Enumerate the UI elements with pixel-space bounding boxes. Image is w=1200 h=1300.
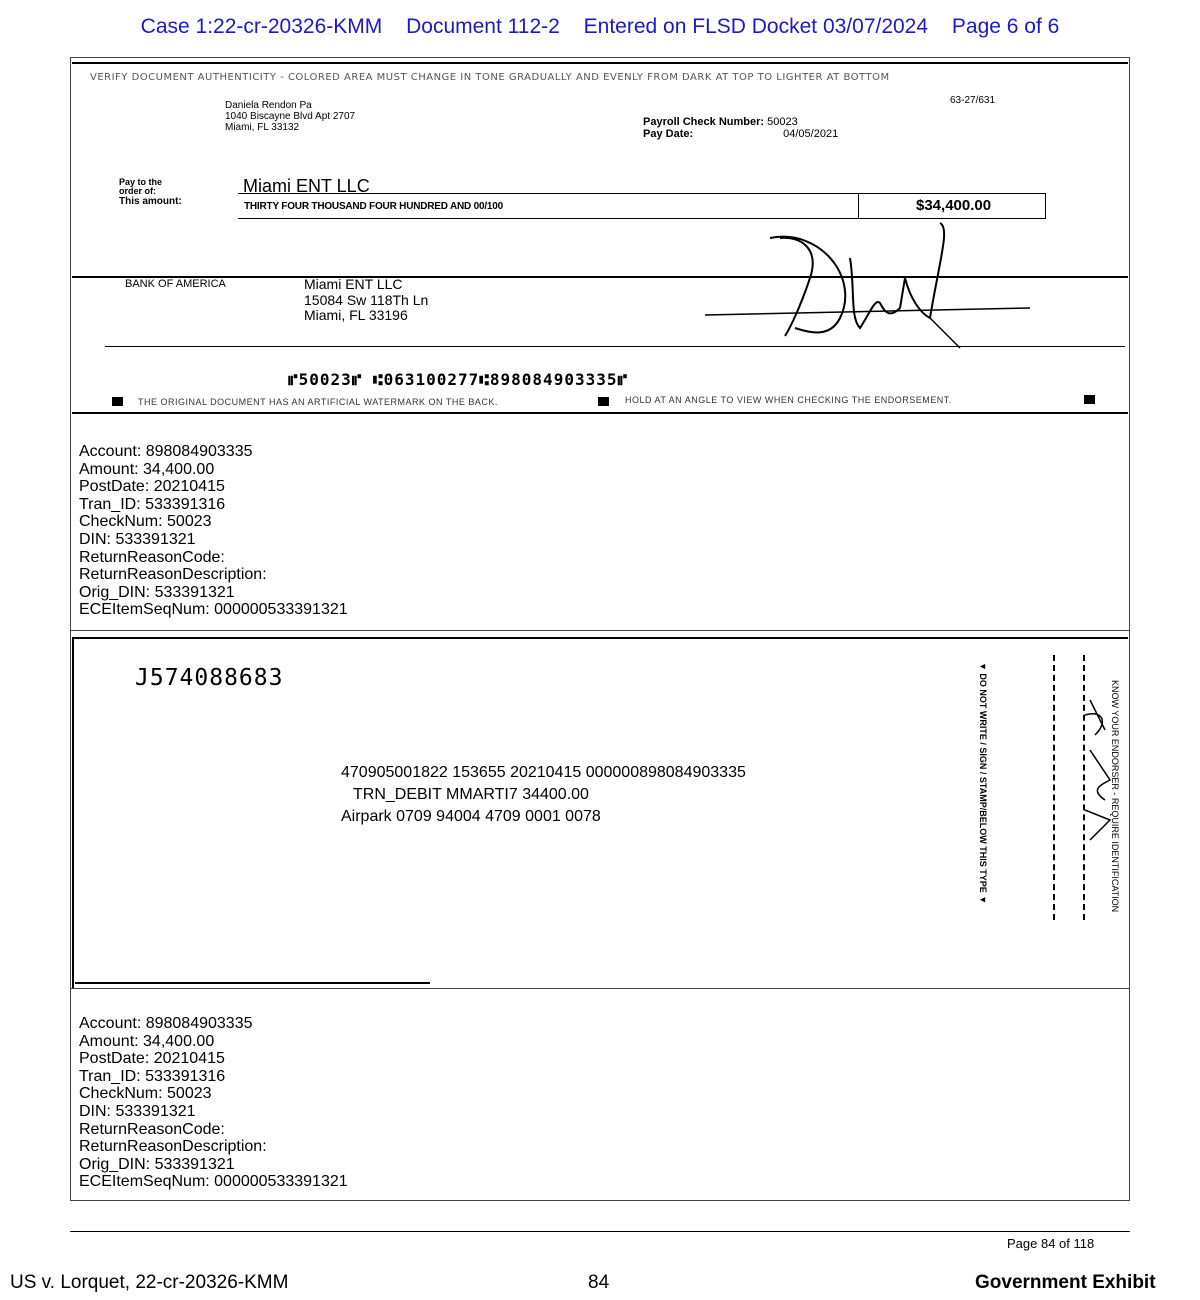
pay-to-label-line1: Pay to the (119, 177, 163, 187)
record-line: ECEItemSeqNum: 000000533391321 (79, 601, 348, 619)
footer-page: 84 (588, 1272, 610, 1293)
section-divider (70, 988, 1130, 989)
micr-line: ⑈50023⑈ ⑆063100277⑆898084903335⑈ (288, 370, 629, 389)
page-number: Page 6 of 6 (951, 15, 1060, 38)
note-marker-right (1084, 395, 1095, 404)
record-line: Orig_DIN: 533391321 (79, 1155, 235, 1173)
payer-address-line2: Miami, FL 33132 (225, 122, 300, 133)
security-banner: VERIFY DOCUMENT AUTHENTICITY - COLORED AREA MUST CHANGE IN TONE GRADUALLY AND EVENLY FROM DARK AT TOP TO LIGHTER AT BOTTOM (90, 72, 890, 83)
payee-address (304, 277, 428, 324)
endorsement-line1: 470905001822 153655 20210415 000000898084903335 (341, 764, 746, 781)
entered-date: Entered on FLSD Docket 03/07/2024 (583, 15, 929, 38)
pay-date: 04/05/2021 (783, 128, 839, 140)
watermark-note: THE ORIGINAL DOCUMENT HAS AN ARTIFICIAL WATERMARK ON THE BACK. (138, 397, 498, 407)
footer-exhibit: Government Exhibit (975, 1272, 1156, 1293)
endorse-line-1 (1053, 655, 1055, 920)
payee-address-name: Miami ENT LLC (304, 276, 403, 292)
pay-date-label: Pay Date: (643, 128, 694, 140)
payee-name: Miami ENT LLC (243, 176, 370, 196)
transaction-record-2 (79, 1015, 348, 1191)
payee-address-line2: Miami, FL 33196 (304, 307, 408, 323)
record-line: Account: 898084903335 (79, 1015, 253, 1032)
payroll-label: Payroll Check Number: (643, 116, 765, 128)
note-marker-left (112, 397, 123, 406)
payer-name: Daniela Rendon Pa (225, 100, 312, 111)
endorsement-line2: TRN_DEBIT MMARTI7 34400.00 (353, 786, 589, 803)
item-id: J574088683 (135, 665, 284, 691)
payer-address-line1: 1040 Biscayne Blvd Apt 2707 (225, 111, 356, 122)
record-line: DIN: 533391321 (79, 1102, 196, 1120)
know-endorser-notice: KNOW YOUR ENDORSER - REQUIRE IDENTIFICATION (1110, 680, 1120, 913)
record-line: Tran_ID: 533391316 (79, 495, 226, 513)
amount-divider (858, 193, 859, 219)
bank-endorsement (341, 762, 746, 828)
signature-image (700, 218, 1040, 353)
check-number: 50023 (767, 116, 798, 128)
endorsement-line3: Airpark 0709 94004 4709 0001 0078 (341, 808, 601, 825)
back-bottom-rule (75, 982, 430, 984)
amount-numeric: $34,400.00 (916, 197, 992, 214)
docket-header (0, 15, 1200, 39)
record-line: PostDate: 20210415 (79, 1050, 225, 1068)
pay-to-label-line2: order of: (119, 186, 156, 196)
document-number: Document 112-2 (406, 15, 560, 38)
payer-block (225, 100, 355, 133)
record-line: ECEItemSeqNum: 000000533391321 (79, 1173, 348, 1191)
payroll-info (643, 116, 838, 140)
record-line: ReturnReasonCode: (79, 1120, 225, 1138)
footer-rule (70, 1231, 1130, 1232)
record-line: Account: 898084903335 (79, 443, 253, 460)
routing-fraction: 63-27/631 (950, 95, 996, 106)
pay-to-label (119, 178, 162, 196)
do-not-write-notice: ▼ DO NOT WRITE / SIGN / STAMP/BELOW THIS TYPE ▼ (978, 662, 988, 905)
record-line: DIN: 533391321 (79, 530, 196, 548)
record-line: Amount: 34,400.00 (79, 460, 215, 478)
payee-address-line1: 15084 Sw 118Th Ln (304, 291, 429, 308)
footer-case: US v. Lorquet, 22-cr-20326-KMM (10, 1272, 289, 1293)
record-line: Orig_DIN: 533391321 (79, 583, 235, 601)
record-line: CheckNum: 50023 (79, 513, 212, 531)
record-line: Tran_ID: 533391316 (79, 1067, 226, 1085)
amount-label: This amount: (119, 196, 182, 207)
record-line: CheckNum: 50023 (79, 1085, 212, 1103)
case-number: Case 1:22-cr-20326-KMM (140, 15, 383, 38)
section-divider (70, 630, 1130, 631)
record-line: ReturnReasonCode: (79, 548, 225, 566)
amount-words: THIRTY FOUR THOUSAND FOUR HUNDRED AND 00/100 (244, 201, 504, 212)
page-marker: Page 84 of 118 (1007, 1236, 1095, 1251)
record-line: Amount: 34,400.00 (79, 1032, 215, 1050)
endorser-signature (1070, 690, 1120, 860)
transaction-record-1 (79, 443, 348, 619)
endorsement-note: HOLD AT AN ANGLE TO VIEW WHEN CHECKING THE ENDORSEMENT. (625, 395, 952, 405)
note-marker-middle (598, 397, 609, 406)
record-line: PostDate: 20210415 (79, 478, 225, 496)
bank-name: BANK OF AMERICA (125, 278, 226, 290)
record-line: ReturnReasonDescription: (79, 566, 267, 584)
record-line: ReturnReasonDescription: (79, 1138, 267, 1156)
